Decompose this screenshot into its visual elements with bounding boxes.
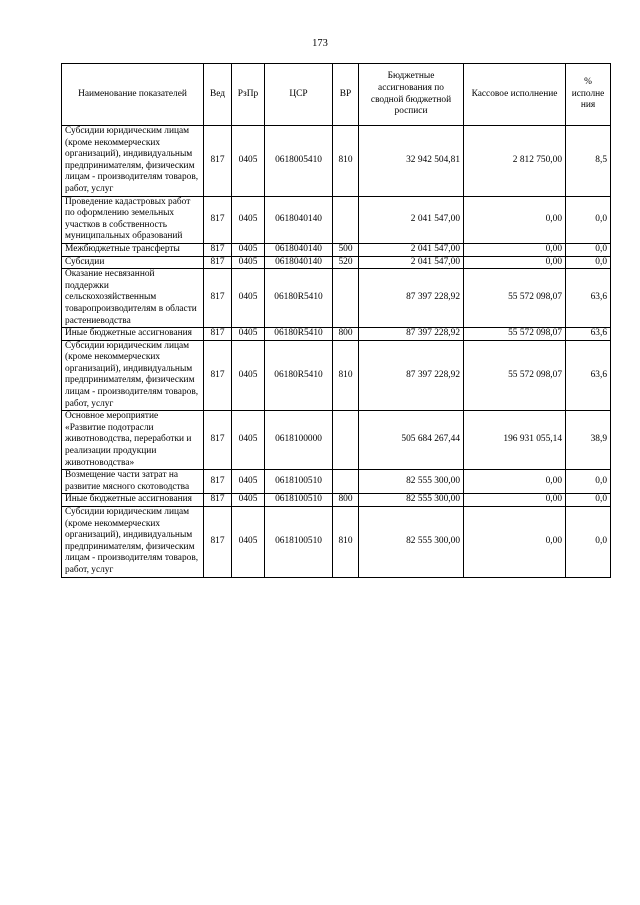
cell-name: Межбюджетные трансферты <box>62 243 204 256</box>
cell-rzpr: 0405 <box>232 328 265 341</box>
cell-budget: 505 684 267,44 <box>359 411 464 470</box>
cell-ved: 817 <box>204 411 232 470</box>
cell-csr: 0618040140 <box>265 256 333 269</box>
header-rzpr: РзПр <box>232 64 265 126</box>
header-vr: ВР <box>333 64 359 126</box>
cell-cash: 0,00 <box>464 196 566 243</box>
table-body <box>62 126 611 578</box>
table-row <box>62 328 611 341</box>
cell-csr: 0618100510 <box>265 494 333 507</box>
cell-rzpr: 0405 <box>232 470 265 494</box>
cell-csr: 0618005410 <box>265 126 333 197</box>
cell-rzpr: 0405 <box>232 411 265 470</box>
cell-percent: 0,0 <box>566 470 611 494</box>
cell-budget: 82 555 300,00 <box>359 494 464 507</box>
cell-rzpr: 0405 <box>232 494 265 507</box>
cell-cash: 0,00 <box>464 507 566 578</box>
table-row <box>62 340 611 411</box>
cell-csr: 06180R5410 <box>265 328 333 341</box>
cell-name: Проведение кадастровых работ по оформлению земельных участков в собственность муниципальных образований <box>62 196 204 243</box>
cell-vr <box>333 196 359 243</box>
cell-csr: 0618100000 <box>265 411 333 470</box>
cell-ved: 817 <box>204 196 232 243</box>
cell-ved: 817 <box>204 494 232 507</box>
cell-budget: 2 041 547,00 <box>359 256 464 269</box>
header-cash: Кассовое исполнение <box>464 64 566 126</box>
cell-name: Иные бюджетные ассигнования <box>62 494 204 507</box>
cell-rzpr: 0405 <box>232 126 265 197</box>
cell-budget: 87 397 228,92 <box>359 340 464 411</box>
table-row <box>62 507 611 578</box>
cell-csr: 06180R5410 <box>265 340 333 411</box>
cell-vr: 800 <box>333 494 359 507</box>
cell-rzpr: 0405 <box>232 269 265 328</box>
cell-cash: 0,00 <box>464 243 566 256</box>
table-row <box>62 411 611 470</box>
cell-vr: 520 <box>333 256 359 269</box>
cell-ved: 817 <box>204 256 232 269</box>
table-row <box>62 269 611 328</box>
cell-vr: 810 <box>333 507 359 578</box>
cell-rzpr: 0405 <box>232 196 265 243</box>
cell-cash: 55 572 098,07 <box>464 340 566 411</box>
header-csr: ЦСР <box>265 64 333 126</box>
cell-name: Субсидии юридическим лицам (кроме некоммерческих организаций), индивидуальным предпринимателям, физическим лицам - производителям товаров, работ, услуг <box>62 507 204 578</box>
cell-budget: 82 555 300,00 <box>359 470 464 494</box>
cell-name: Возмещение части затрат на развитие мясного скотоводства <box>62 470 204 494</box>
cell-vr <box>333 470 359 494</box>
cell-rzpr: 0405 <box>232 256 265 269</box>
cell-name: Субсидии юридическим лицам (кроме некоммерческих организаций), индивидуальным предпринимателям, физическим лицам - производителям товаров, работ, услуг <box>62 126 204 197</box>
cell-percent: 0,0 <box>566 494 611 507</box>
cell-cash: 2 812 750,00 <box>464 126 566 197</box>
table-row <box>62 494 611 507</box>
cell-cash: 55 572 098,07 <box>464 269 566 328</box>
cell-percent: 0,0 <box>566 507 611 578</box>
header-percent: % исполне ния <box>566 64 611 126</box>
cell-budget: 2 041 547,00 <box>359 243 464 256</box>
table-row <box>62 126 611 197</box>
cell-ved: 817 <box>204 126 232 197</box>
cell-cash: 0,00 <box>464 494 566 507</box>
cell-vr <box>333 411 359 470</box>
cell-percent: 63,6 <box>566 340 611 411</box>
cell-percent: 0,0 <box>566 196 611 243</box>
cell-ved: 817 <box>204 507 232 578</box>
cell-budget: 32 942 504,81 <box>359 126 464 197</box>
cell-csr: 06180R5410 <box>265 269 333 328</box>
cell-cash: 0,00 <box>464 256 566 269</box>
cell-percent: 8,5 <box>566 126 611 197</box>
cell-rzpr: 0405 <box>232 507 265 578</box>
cell-vr: 810 <box>333 126 359 197</box>
cell-ved: 817 <box>204 470 232 494</box>
cell-ved: 817 <box>204 243 232 256</box>
cell-ved: 817 <box>204 340 232 411</box>
cell-percent: 63,6 <box>566 269 611 328</box>
table-row <box>62 243 611 256</box>
table-row <box>62 196 611 243</box>
header-name: Наименование показателей <box>62 64 204 126</box>
table-row <box>62 256 611 269</box>
cell-cash: 196 931 055,14 <box>464 411 566 470</box>
cell-rzpr: 0405 <box>232 340 265 411</box>
cell-cash: 0,00 <box>464 470 566 494</box>
cell-percent: 38,9 <box>566 411 611 470</box>
budget-table <box>61 63 611 578</box>
cell-name: Основное мероприятие «Развитие подотрасли животноводства, переработки и реализации продукции животноводства» <box>62 411 204 470</box>
page-number: 173 <box>312 38 328 49</box>
cell-name: Субсидии юридическим лицам (кроме некоммерческих организаций), индивидуальным предпринимателям, физическим лицам - производителям товаров, работ, услуг <box>62 340 204 411</box>
cell-budget: 2 041 547,00 <box>359 196 464 243</box>
cell-name: Субсидии <box>62 256 204 269</box>
cell-budget: 87 397 228,92 <box>359 269 464 328</box>
cell-vr <box>333 269 359 328</box>
header-ved: Вед <box>204 64 232 126</box>
cell-percent: 0,0 <box>566 243 611 256</box>
cell-csr: 0618040140 <box>265 196 333 243</box>
cell-rzpr: 0405 <box>232 243 265 256</box>
cell-csr: 0618040140 <box>265 243 333 256</box>
cell-csr: 0618100510 <box>265 470 333 494</box>
cell-vr: 500 <box>333 243 359 256</box>
cell-budget: 82 555 300,00 <box>359 507 464 578</box>
cell-budget: 87 397 228,92 <box>359 328 464 341</box>
table-header-row <box>62 64 611 126</box>
cell-ved: 817 <box>204 328 232 341</box>
cell-percent: 63,6 <box>566 328 611 341</box>
cell-vr: 810 <box>333 340 359 411</box>
cell-ved: 817 <box>204 269 232 328</box>
cell-name: Оказание несвязанной поддержки сельскохозяйственным товаропроизводителям в области растениеводства <box>62 269 204 328</box>
cell-vr: 800 <box>333 328 359 341</box>
table-row <box>62 470 611 494</box>
header-budget: Бюджетные ассигнования по сводной бюджетной росписи <box>359 64 464 126</box>
cell-name: Иные бюджетные ассигнования <box>62 328 204 341</box>
cell-csr: 0618100510 <box>265 507 333 578</box>
cell-cash: 55 572 098,07 <box>464 328 566 341</box>
cell-percent: 0,0 <box>566 256 611 269</box>
